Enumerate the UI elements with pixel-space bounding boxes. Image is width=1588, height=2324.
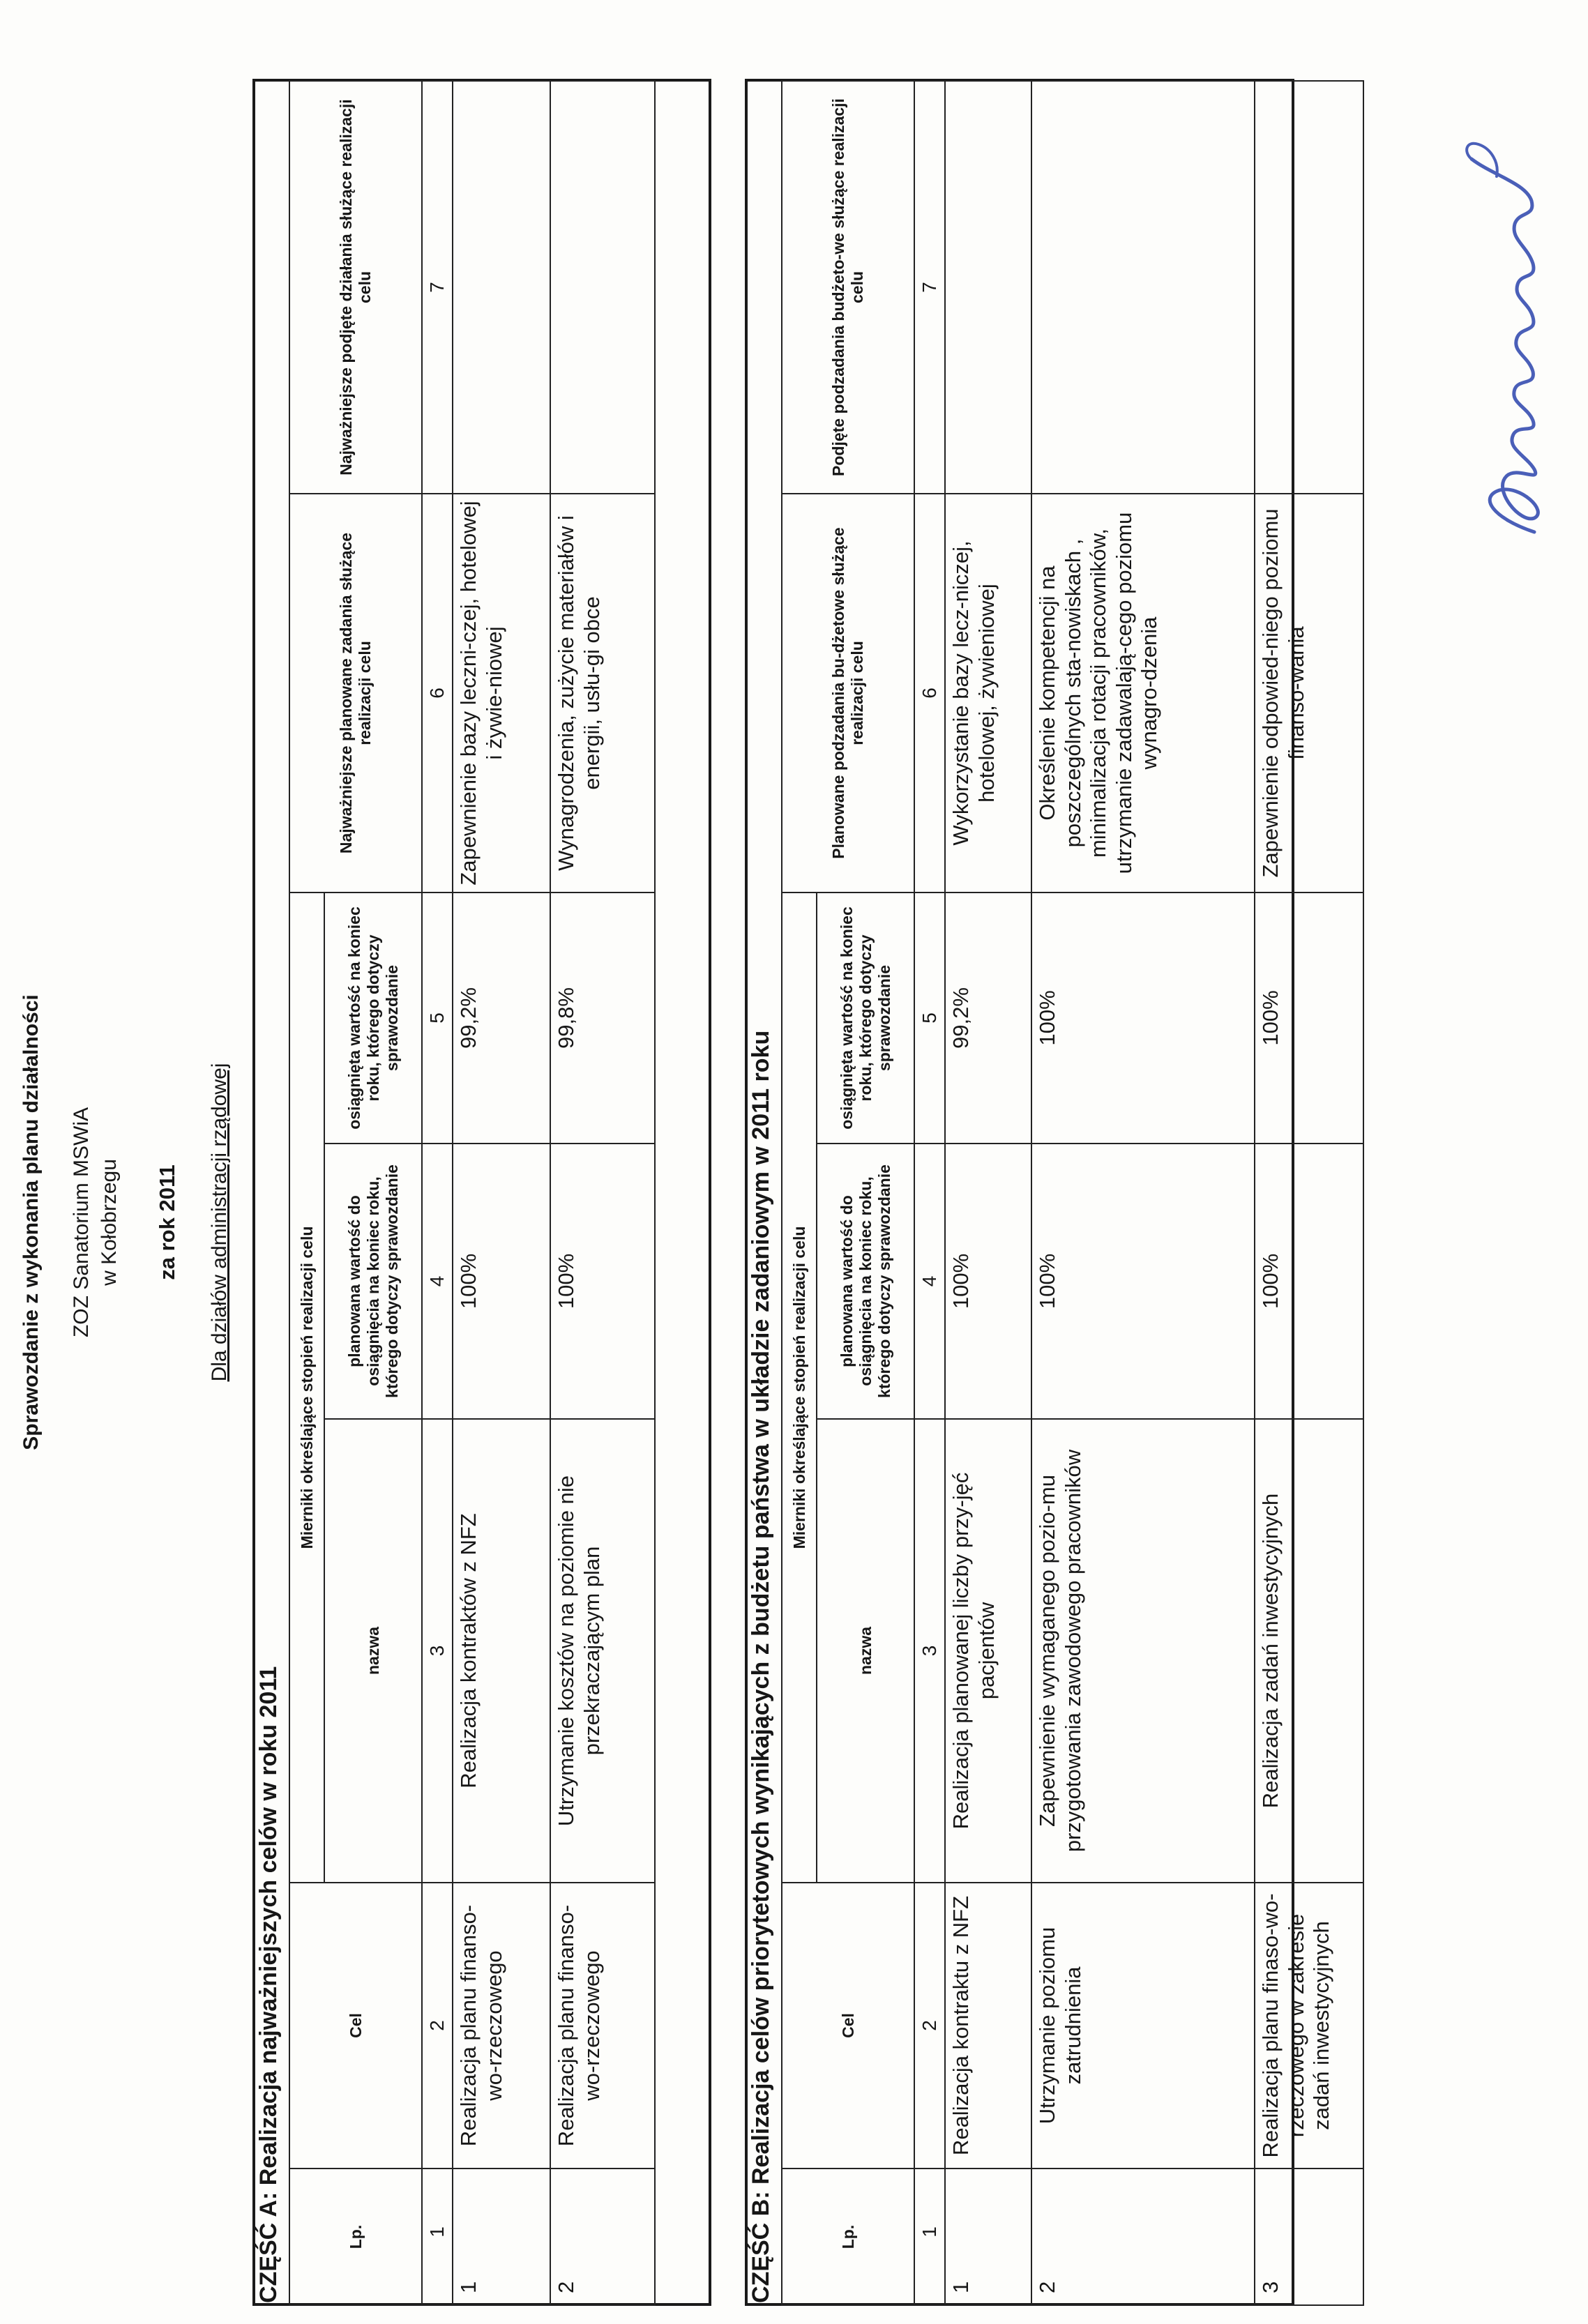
part-b-title: CZĘŚĆ B: Realizacja celów priorytetowych wynikających z budżetu państwa w układzie zadaniowym w 2011 roku (748, 1030, 774, 2303)
header-achieved: osiągnięta wartość na koniec roku, którego dotyczy sprawozdanie (817, 893, 914, 1144)
column-number: 3 (422, 1419, 453, 1883)
row-achieved: 100% (1031, 893, 1255, 1144)
header-lp: Lp. (782, 2169, 914, 2305)
header-lp: Lp. (289, 2169, 422, 2305)
row-lp: 1 (945, 2169, 1031, 2305)
table-row (1031, 81, 1255, 2305)
row-name: Utrzymanie kosztów na poziomie nie przekraczającym plan (550, 1419, 655, 1883)
report-year: za rok 2011 (155, 1164, 179, 1280)
table-row (453, 81, 550, 2305)
organization-name: ZOZ Sanatorium MSWiA (70, 1107, 93, 1338)
row-name: Realizacja kontraktów z NFZ (453, 1419, 550, 1883)
row-actions (550, 81, 655, 494)
table-row (1255, 81, 1363, 2305)
header-actions: Podjęte podzadania budżeto-we służące realizacji celu (782, 81, 914, 494)
header-name: nazwa (817, 1419, 914, 1883)
header-achieved: osiągnięta wartość na koniec roku, którego dotyczy sprawozdanie (324, 893, 422, 1144)
column-number: 5 (914, 893, 945, 1144)
column-number: 2 (422, 1883, 453, 2169)
column-number: 4 (914, 1144, 945, 1419)
signature-stroke (1472, 159, 1538, 532)
row-planned: 100% (945, 1144, 1031, 1419)
header-goal: Cel (289, 1883, 422, 2169)
table-row (945, 81, 1031, 2305)
table-row (550, 81, 655, 2305)
row-achieved: 99,8% (550, 893, 655, 1144)
column-number: 2 (914, 1883, 945, 2169)
row-goal: Realizacja planu finaso-wo-rzeczowego w zakresie zadań inwestycyjnych (1255, 1883, 1363, 2169)
column-number: 3 (914, 1419, 945, 1883)
header-actions: Najważniejsze podjęte działania służące realizacji celu (289, 81, 422, 494)
row-actions (945, 81, 1031, 494)
header-tasks: Planowane podzadania bu-dżetowe służące realizacji celu (782, 494, 914, 893)
row-tasks: Zapewnienie bazy leczni-czej, hotelowej i żywie-niowej (453, 494, 550, 893)
header-measures-group: Mierniki określające stopień realizacji celu (289, 893, 324, 1883)
column-number: 6 (914, 494, 945, 893)
column-number: 1 (914, 2169, 945, 2305)
row-tasks: Zapewnienie odpowied-niego poziomu finanso-wania (1255, 494, 1363, 893)
row-lp: 2 (550, 2169, 655, 2305)
column-number: 7 (422, 81, 453, 494)
row-name: Realizacja planowanej liczby przy-jęć pacjentów (945, 1419, 1031, 1883)
row-achieved: 99,2% (453, 893, 550, 1144)
column-number: 7 (914, 81, 945, 494)
row-tasks: Określenie kompetencji na poszczególnych sta-nowiskach , minimalizacja rotacji pracowników, utrzymanie zadawalają-cego poziomu wynagro-dzenia (1031, 494, 1255, 893)
column-number: 5 (422, 893, 453, 1144)
row-name: Realizacja zadań inwestycyjnych (1255, 1419, 1363, 1883)
row-name: Zapewnienie wymaganego pozio-mu przygotowania zawodowego pracowników (1031, 1419, 1255, 1883)
column-number: 4 (422, 1144, 453, 1419)
row-lp: 3 (1255, 2169, 1363, 2305)
row-goal: Realizacja planu finanso-wo-rzeczowego (550, 1883, 655, 2169)
row-lp: 1 (453, 2169, 550, 2305)
header-goal: Cel (782, 1883, 914, 2169)
row-actions (1031, 81, 1255, 494)
organization-location: w Kołobrzegu (98, 1159, 121, 1286)
document-title: Sprawozdanie z wykonania planu działalności (20, 994, 43, 1450)
row-tasks: Wykorzystanie bazy lecz-niczej, hotelowej, żywieniowej (945, 494, 1031, 893)
row-planned: 100% (453, 1144, 550, 1419)
column-number: 1 (422, 2169, 453, 2305)
header-measures-group: Mierniki określające stopień realizacji celu (782, 893, 817, 1883)
row-goal: Realizacja kontraktu z NFZ (945, 1883, 1031, 2169)
row-planned: 100% (550, 1144, 655, 1419)
row-goal: Utrzymanie poziomu zatrudnienia (1031, 1883, 1255, 2169)
part-a-title: CZĘŚĆ A: Realizacja najważniejszych celów w roku 2011 (255, 1666, 282, 2303)
division-label: Dla działów administracji rządowej (208, 1063, 231, 1382)
row-achieved: 99,2% (945, 893, 1031, 1144)
row-lp: 2 (1031, 2169, 1255, 2305)
row-planned: 100% (1255, 1144, 1363, 1419)
part-a-table (289, 80, 656, 2306)
header-tasks: Najważniejsze planowane zadania służące realizacji celu (289, 494, 422, 893)
header-planned: planowana wartość do osiągnięcia na koniec roku, którego dotyczy sprawozdanie (817, 1144, 914, 1419)
row-tasks: Wynagrodzenia, zużycie materiałów i energii, usłu-gi obce (550, 494, 655, 893)
part-b-table (781, 80, 1364, 2306)
column-number: 6 (422, 494, 453, 893)
header-name: nazwa (324, 1419, 422, 1883)
row-actions (1255, 81, 1363, 494)
row-achieved: 100% (1255, 893, 1363, 1144)
row-goal: Realizacja planu finanso-wo-rzeczowego (453, 1883, 550, 2169)
row-planned: 100% (1031, 1144, 1255, 1419)
header-planned: planowana wartość do osiągnięcia na koniec roku, którego dotyczy sprawozdanie (324, 1144, 422, 1419)
row-actions (453, 81, 550, 494)
signature-image (1451, 121, 1569, 539)
